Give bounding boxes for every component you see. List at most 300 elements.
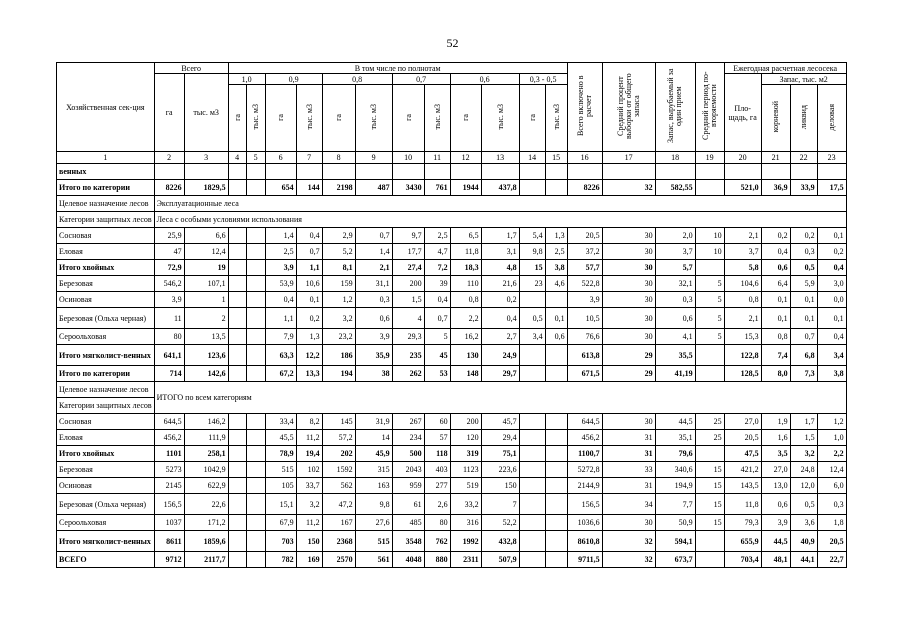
table-cell: 3,7 <box>655 244 695 260</box>
table-cell: 782 <box>265 552 296 568</box>
page-number: 52 <box>446 36 459 50</box>
table-cell: 4,6 <box>545 276 567 292</box>
table-cell <box>695 366 724 382</box>
header-total-included: Всего включено в расчет <box>567 63 602 152</box>
table-cell: 79,3 <box>724 515 761 531</box>
table-cell: 120 <box>450 430 481 446</box>
table-cell: 38 <box>355 366 392 382</box>
row-label-cell: Березовая (Ольха черная) <box>57 308 155 329</box>
table-cell: 1592 <box>322 462 355 478</box>
table-cell: 33,4 <box>265 414 296 430</box>
table-cell: 0,4 <box>817 329 846 345</box>
table-cell: 11,8 <box>450 244 481 260</box>
table-cell: 0,7 <box>424 308 450 329</box>
table-cell: 47,5 <box>724 446 761 462</box>
table-cell <box>545 345 567 366</box>
table-cell: 39 <box>424 276 450 292</box>
table-cell: 4048 <box>392 552 424 568</box>
header-unit-m3: тыс. м3 <box>355 85 392 152</box>
table-cell: 9712 <box>154 552 184 568</box>
table-cell <box>246 276 265 292</box>
table-cell: 32 <box>602 552 655 568</box>
section-value: ИТОГО по всем категориям <box>154 382 846 414</box>
column-index-cell: 18 <box>655 152 695 164</box>
table-cell <box>228 531 246 552</box>
table-cell: 2144,9 <box>567 478 602 494</box>
table-cell: 31 <box>602 430 655 446</box>
column-index-cell: 6 <box>265 152 296 164</box>
table-cell: 7,7 <box>655 494 695 515</box>
row-label-cell: венных <box>57 164 155 180</box>
table-cell: 6,5 <box>450 228 481 244</box>
table-cell: 3430 <box>392 180 424 196</box>
table-cell: 5272,8 <box>567 462 602 478</box>
table-cell: 2,5 <box>265 244 296 260</box>
table-cell: 316 <box>450 515 481 531</box>
table-cell: 27,0 <box>724 414 761 430</box>
row-label-cell: ВСЕГО <box>57 552 155 568</box>
table-cell: 35,1 <box>655 430 695 446</box>
column-index-cell: 8 <box>322 152 355 164</box>
table-cell: 50,9 <box>655 515 695 531</box>
table-cell <box>695 446 724 462</box>
table-cell: 194,9 <box>655 478 695 494</box>
table-cell: 1101 <box>154 446 184 462</box>
table-cell: 703,4 <box>724 552 761 568</box>
table-cell: 2,5 <box>545 244 567 260</box>
table-cell: 562 <box>322 478 355 494</box>
table-cell: 3,2 <box>790 446 817 462</box>
table-cell: 76,6 <box>567 329 602 345</box>
table-cell: 2,7 <box>481 329 519 345</box>
table-cell: 1944 <box>450 180 481 196</box>
table-cell: 11,2 <box>296 515 322 531</box>
table-cell: 53 <box>424 366 450 382</box>
table-cell: 3,5 <box>761 446 790 462</box>
table-cell <box>545 552 567 568</box>
header-row-1 <box>57 63 847 74</box>
table-cell: 959 <box>392 478 424 494</box>
table-cell: 1,3 <box>296 329 322 345</box>
column-index-cell: 4 <box>228 152 246 164</box>
table-cell: 143,5 <box>724 478 761 494</box>
table-cell: 0,4 <box>424 292 450 308</box>
table-cell: 80 <box>154 329 184 345</box>
table-cell: 277 <box>424 478 450 494</box>
header-avg-period: Средний период по-вторяемости <box>695 63 724 152</box>
table-cell: 8611 <box>154 531 184 552</box>
table-cell: 519 <box>450 478 481 494</box>
table-cell: 163 <box>355 478 392 494</box>
table-cell: 15 <box>695 494 724 515</box>
table-cell: 5273 <box>154 462 184 478</box>
table-cell: 79,6 <box>655 446 695 462</box>
table-cell: 2198 <box>322 180 355 196</box>
table-cell: 48,1 <box>761 552 790 568</box>
table-row <box>57 515 847 531</box>
table-cell: 72,9 <box>154 260 184 276</box>
table-cell: 0,1 <box>817 228 846 244</box>
table-cell: 267 <box>392 414 424 430</box>
table-cell <box>695 164 724 180</box>
row-label-cell: Итого по категории <box>57 366 155 382</box>
table-cell: 44,5 <box>761 531 790 552</box>
table-cell: 2117,7 <box>184 552 228 568</box>
table-cell <box>519 446 545 462</box>
table-cell: 8226 <box>567 180 602 196</box>
column-index-cell: 22 <box>790 152 817 164</box>
table-cell: 8226 <box>154 180 184 196</box>
table-cell: 6,4 <box>761 276 790 292</box>
table-cell: 2311 <box>450 552 481 568</box>
section-row <box>57 212 847 228</box>
table-cell: 234 <box>392 430 424 446</box>
table-cell: 22,6 <box>184 494 228 515</box>
table-cell <box>519 552 545 568</box>
table-cell: 456,2 <box>154 430 184 446</box>
table-cell: 500 <box>392 446 424 462</box>
table-cell: 186 <box>322 345 355 366</box>
header-density-5: 0,6 <box>450 74 519 85</box>
table-cell: 150 <box>296 531 322 552</box>
table-cell <box>228 552 246 568</box>
table-cell: 2368 <box>322 531 355 552</box>
table-cell: 1,5 <box>392 292 424 308</box>
table-cell: 19 <box>184 260 228 276</box>
table-cell <box>695 260 724 276</box>
table-cell: 111,9 <box>184 430 228 446</box>
table-cell: 223,6 <box>481 462 519 478</box>
table-cell: 1,3 <box>545 228 567 244</box>
row-label-cell: Итого мягколист-венных <box>57 345 155 366</box>
table-cell: 0,2 <box>296 308 322 329</box>
table-cell <box>228 345 246 366</box>
table-cell: 437,8 <box>481 180 519 196</box>
row-label-cell: Еловая <box>57 430 155 446</box>
table-cell: 200 <box>392 276 424 292</box>
table-cell: 0,7 <box>790 329 817 345</box>
table-cell: 1036,6 <box>567 515 602 531</box>
table-cell: 2145 <box>154 478 184 494</box>
column-index-cell: 20 <box>724 152 761 164</box>
table-cell: 53,9 <box>265 276 296 292</box>
table-cell: 3,2 <box>296 494 322 515</box>
table-cell: 3,2 <box>322 308 355 329</box>
table-cell <box>228 494 246 515</box>
table-cell: 30 <box>602 414 655 430</box>
header-row-2 <box>57 74 847 85</box>
table-cell: 671,5 <box>567 366 602 382</box>
table-cell: 25,9 <box>154 228 184 244</box>
table-cell: 703 <box>265 531 296 552</box>
row-label-cell: Сосновая <box>57 228 155 244</box>
table-cell: 1037 <box>154 515 184 531</box>
column-index-cell: 13 <box>481 152 519 164</box>
table-cell: 5 <box>695 308 724 329</box>
table-cell: 1042,9 <box>184 462 228 478</box>
table-cell: 105 <box>265 478 296 494</box>
table-cell: 0,8 <box>450 292 481 308</box>
table-cell <box>228 180 246 196</box>
table-cell: 33,9 <box>790 180 817 196</box>
table-cell: 0,3 <box>355 292 392 308</box>
table-cell <box>228 414 246 430</box>
table-cell: 202 <box>322 446 355 462</box>
table-cell: 0,8 <box>761 329 790 345</box>
table-cell: 148 <box>450 366 481 382</box>
table-cell <box>655 164 695 180</box>
table-cell: 3,6 <box>790 515 817 531</box>
table-cell <box>519 531 545 552</box>
column-index-cell: 23 <box>817 152 846 164</box>
table-cell: 3,9 <box>265 260 296 276</box>
row-label-cell: Осиновая <box>57 478 155 494</box>
table-cell: 150 <box>481 478 519 494</box>
table-cell: 45,9 <box>355 446 392 462</box>
table-cell: 235 <box>392 345 424 366</box>
section-label: Целевое назначение лесов <box>57 196 155 212</box>
table-cell: 23 <box>519 276 545 292</box>
table-cell: 8610,8 <box>567 531 602 552</box>
table-cell: 2,5 <box>424 228 450 244</box>
table-cell: 432,8 <box>481 531 519 552</box>
table-cell: 130 <box>450 345 481 366</box>
table-cell: 75,1 <box>481 446 519 462</box>
row-label-cell: Сероольховая <box>57 329 155 345</box>
table-cell: 644,5 <box>567 414 602 430</box>
table-cell <box>545 531 567 552</box>
table-cell <box>228 260 246 276</box>
table-cell: 3,9 <box>761 515 790 531</box>
table-cell: 1,6 <box>761 430 790 446</box>
table-cell: 0,0 <box>817 292 846 308</box>
table-row <box>57 228 847 244</box>
column-index-cell: 10 <box>392 152 424 164</box>
table-cell: 1,4 <box>355 244 392 260</box>
table-cell: 23,2 <box>322 329 355 345</box>
column-index-cell: 21 <box>761 152 790 164</box>
table-cell: 1,9 <box>761 414 790 430</box>
table-cell: 5,2 <box>322 244 355 260</box>
table-cell: 2,0 <box>655 228 695 244</box>
table-cell <box>246 366 265 382</box>
header-root: корневой <box>761 85 790 152</box>
table-cell: 1100,7 <box>567 446 602 462</box>
header-area-ha: Пло-щадь, га <box>724 74 761 152</box>
table-cell: 1123 <box>450 462 481 478</box>
table-cell: 0,5 <box>790 260 817 276</box>
table-cell <box>246 531 265 552</box>
table-cell: 60 <box>424 414 450 430</box>
table-cell: 0,1 <box>790 308 817 329</box>
table-cell: 421,2 <box>724 462 761 478</box>
table-cell: 1,4 <box>265 228 296 244</box>
table-cell <box>545 366 567 382</box>
table-cell: 1,5 <box>790 430 817 446</box>
table-cell <box>246 292 265 308</box>
table-cell <box>228 430 246 446</box>
table-cell <box>567 164 602 180</box>
table-cell: 3,9 <box>567 292 602 308</box>
table-cell: 33,7 <box>296 478 322 494</box>
table-cell: 33,2 <box>450 494 481 515</box>
table-cell: 0,4 <box>265 292 296 308</box>
table-cell: 0,6 <box>655 308 695 329</box>
table-cell: 0,7 <box>296 244 322 260</box>
row-label-cell: Осиновая <box>57 292 155 308</box>
table-cell: 33 <box>602 462 655 478</box>
table-cell: 11,2 <box>296 430 322 446</box>
table-cell: 45,5 <box>265 430 296 446</box>
header-by-density: В том числе по полнотам <box>228 63 567 74</box>
table-cell: 0,2 <box>817 244 846 260</box>
table-cell: 0,1 <box>296 292 322 308</box>
table-cell: 128,5 <box>724 366 761 382</box>
table-cell: 3,7 <box>724 244 761 260</box>
table-cell: 319 <box>450 446 481 462</box>
header-annual: Ежегодная расчетная лесосека <box>724 63 846 74</box>
table-cell: 47 <box>154 244 184 260</box>
table-cell: 0,2 <box>790 228 817 244</box>
table-cell: 12,4 <box>184 244 228 260</box>
table-cell: 1 <box>184 292 228 308</box>
table-cell: 3,9 <box>154 292 184 308</box>
table-cell <box>228 276 246 292</box>
table-cell: 24,8 <box>790 462 817 478</box>
table-cell: 20,5 <box>817 531 846 552</box>
table-cell <box>545 494 567 515</box>
table-cell: 0,5 <box>790 494 817 515</box>
table-cell: 32 <box>602 180 655 196</box>
table-cell <box>519 164 545 180</box>
table-cell: 22,7 <box>817 552 846 568</box>
table-cell: 24,9 <box>481 345 519 366</box>
table-cell <box>265 164 296 180</box>
table-cell: 2,1 <box>724 308 761 329</box>
table-cell: 515 <box>265 462 296 478</box>
header-unit-m3: тыс. м3 <box>424 85 450 152</box>
table-cell: 487 <box>355 180 392 196</box>
table-cell: 80 <box>424 515 450 531</box>
table-cell <box>246 345 265 366</box>
column-index-cell: 1 <box>57 152 155 164</box>
table-cell: 0,1 <box>761 292 790 308</box>
table-cell: 10 <box>695 244 724 260</box>
table-cell: 25 <box>695 430 724 446</box>
table-cell: 1,2 <box>322 292 355 308</box>
row-label-cell: Березовая <box>57 462 155 478</box>
table-cell: 45 <box>424 345 450 366</box>
table-cell <box>545 164 567 180</box>
column-index-cell: 16 <box>567 152 602 164</box>
header-stock-felled: Запас, вырубаемый за один прием <box>655 63 695 152</box>
table-cell: 7,4 <box>761 345 790 366</box>
table-cell: 194 <box>322 366 355 382</box>
table-cell: 61 <box>392 494 424 515</box>
header-stock-m2: Запас, тыс. м2 <box>761 74 846 85</box>
table-cell <box>519 494 545 515</box>
table-cell: 5,9 <box>790 276 817 292</box>
row-label-cell: Итого хвойных <box>57 260 155 276</box>
table-cell <box>355 164 392 180</box>
header-business: деловая <box>817 85 846 152</box>
table-cell: 30 <box>602 260 655 276</box>
table-cell: 20,5 <box>724 430 761 446</box>
table-cell <box>450 164 481 180</box>
table-cell: 2,9 <box>322 228 355 244</box>
table-cell: 644,5 <box>154 414 184 430</box>
table-cell: 340,6 <box>655 462 695 478</box>
table-cell <box>322 164 355 180</box>
table-cell: 4 <box>392 308 424 329</box>
table-cell: 32,1 <box>655 276 695 292</box>
header-unit-m3: тыс. м3 <box>296 85 322 152</box>
section-value: Леса с особыми условиями использования <box>154 212 846 228</box>
table-row <box>57 329 847 345</box>
table-cell: 8,2 <box>296 414 322 430</box>
table-cell: 30 <box>602 228 655 244</box>
table-cell: 1,7 <box>790 414 817 430</box>
table-cell <box>545 292 567 308</box>
table-cell: 13,3 <box>296 366 322 382</box>
table-row <box>57 308 847 329</box>
table-row <box>57 494 847 515</box>
table-cell: 169 <box>296 552 322 568</box>
table-cell: 11 <box>154 308 184 329</box>
table-cell: 142,6 <box>184 366 228 382</box>
table-cell: 31,9 <box>355 414 392 430</box>
table-cell <box>695 531 724 552</box>
table-cell: 3,0 <box>817 276 846 292</box>
section-label: Целевое назначение лесов <box>57 382 155 398</box>
table-cell: 17,7 <box>392 244 424 260</box>
table-cell: 102 <box>296 462 322 478</box>
table-cell: 5 <box>424 329 450 345</box>
table-cell: 29 <box>602 345 655 366</box>
table-cell: 18,3 <box>450 260 481 276</box>
column-index-cell: 11 <box>424 152 450 164</box>
table-cell: 1,8 <box>817 515 846 531</box>
table-cell: 2,2 <box>450 308 481 329</box>
table-cell: 30 <box>602 244 655 260</box>
table-cell: 0,1 <box>545 308 567 329</box>
table-cell <box>228 292 246 308</box>
row-label-cell: Итого по категории <box>57 180 155 196</box>
table-cell: 456,2 <box>567 430 602 446</box>
table-cell: 29,4 <box>481 430 519 446</box>
table-cell: 67,9 <box>265 515 296 531</box>
table-cell: 107,1 <box>184 276 228 292</box>
table-cell: 16,2 <box>450 329 481 345</box>
table-cell: 12,2 <box>296 345 322 366</box>
table-cell <box>228 228 246 244</box>
forest-felling-table <box>56 62 847 568</box>
table-cell <box>790 164 817 180</box>
table-cell: 9,8 <box>519 244 545 260</box>
row-label-cell: Еловая <box>57 244 155 260</box>
table-cell: 104,6 <box>724 276 761 292</box>
table-cell: 762 <box>424 531 450 552</box>
table-cell: 171,2 <box>184 515 228 531</box>
table-cell: 507,9 <box>481 552 519 568</box>
table-cell: 9,7 <box>392 228 424 244</box>
table-cell: 8,1 <box>322 260 355 276</box>
table-cell: 20,5 <box>567 228 602 244</box>
table-cell <box>519 366 545 382</box>
table-cell <box>695 345 724 366</box>
table-cell <box>695 180 724 196</box>
table-cell: 0,4 <box>296 228 322 244</box>
